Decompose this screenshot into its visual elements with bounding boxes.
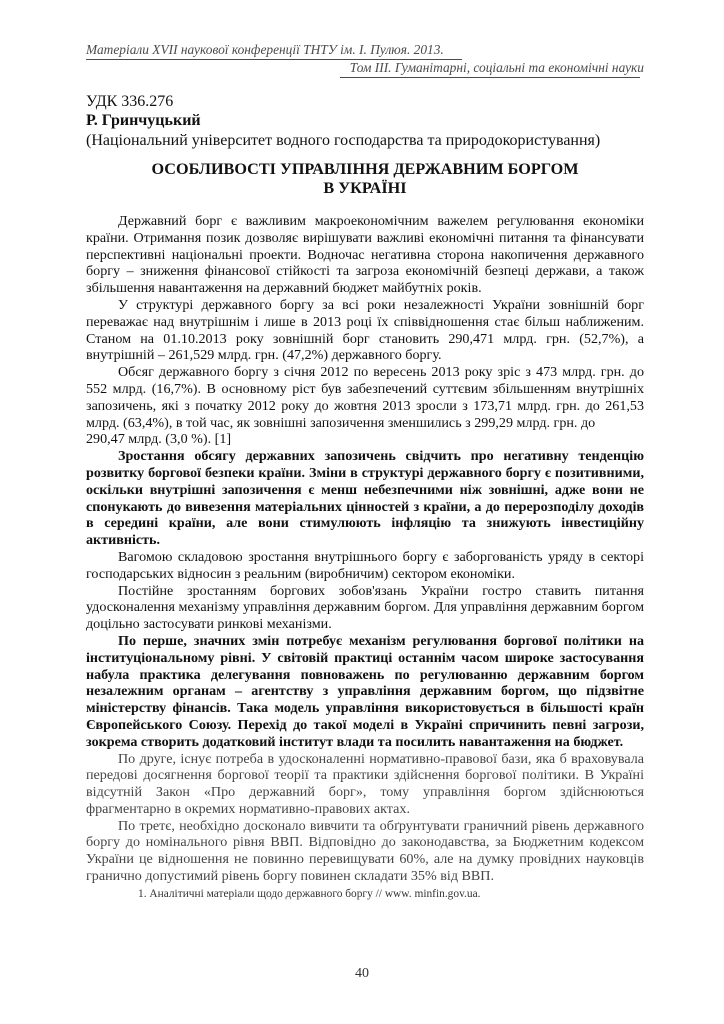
paragraph: По друге, існує потреба в удосконаленні нормативно-правової бази, яка б враховувала передові досягнення боргової теорії та практики здійснення боргової політики. В Україні відсутній Закон «Про державний борг», тому управління боргом здійснюються фрагментарно в окремих нормативно-правових актах. bbox=[86, 750, 644, 817]
conference-header: Матеріали XVII наукової конференції ТНТУ ім. І. Пулюя. 2013. bbox=[86, 42, 444, 57]
title-line: В УКРАЇНІ bbox=[323, 179, 407, 197]
page-number: 40 bbox=[355, 966, 369, 981]
volume-header: Том ІІІ. Гуманітарні, соціальні та економічні науки bbox=[349, 60, 644, 75]
paragraph: По перше, значних змін потребує механізм регулювання боргової політики на інституціональному рівні. У світовій практиці останнім часом широке застосування набула практика делегування повноважень по регулюванню державним боргом незалежним органам – агентству з управління державним боргом, що підзвітне міністерству фінансів. Така модель управління використовується в більшості країн Європейського Союзу. Перехід до такої моделі в Україні спричинить певні загрози, зокрема створить додатковий інститут влади та посилить навантаження на бюджет. bbox=[86, 632, 644, 750]
author-name: Р. Гринчуцький bbox=[86, 112, 201, 129]
paragraph: Вагомою складовою зростання внутрішнього боргу є заборгованість уряду в секторі господарських відносин з реальним (виробничим) сектором економіки. bbox=[86, 548, 644, 582]
paragraph: Постійне зростанням боргових зобов'язань України гостро ставить питання удосконалення механізму управління державним боргом. Для управління державним боргом доцільно застосувати ринкові механізми. bbox=[86, 582, 644, 633]
article-body bbox=[86, 213, 644, 903]
paragraph: По третє, необхідно досконало вивчити та обґрунтувати граничний рівень державного боргу до номінального рівня ВВП. Відповідно до законодавства, за Бюджетним кодексом України це відношення не повинно перевищувати 60%, але на думку провідних науковців гранично допустимий рівень боргу повинен складати 35% від ВВП. bbox=[86, 817, 644, 885]
udk-code: УДК 336.276 bbox=[86, 93, 174, 110]
footnote: 1. Аналітичні матеріали щодо державного боргу // www. minfin.gov.ua. bbox=[138, 887, 481, 900]
title-line: ОСОБЛИВОСТІ УПРАВЛІННЯ ДЕРЖАВНИМ БОРГОМ bbox=[151, 160, 579, 178]
paragraph: У структурі державного боргу за всі роки незалежності України зовнішній борг переважає над внутрішнім і лише в 2013 році їх співвідношення стає більш наближеним. Станом на 01.10.2013 року зовнішній борг становить 290,471 млрд. грн. (52,7%), а внутрішній – 261,529 млрд. грн. (47,2%) державного боргу. bbox=[86, 296, 644, 364]
header-underline bbox=[340, 77, 640, 78]
paragraph: Державний борг є важливим макроекономічним важелем регулювання економіки країни. Отримання позик дозволяє вирішувати важливі економічні питання та фінансувати перспективні національні проекти. Водночас негативна сторона накопичення державного боргу – зниження фінансової стійкості та загроза економічній безпеці держави, а також збільшення навантаження на державний бюджет майбутніх років. bbox=[86, 213, 644, 297]
author-affiliation: (Національний університет водного господарства та природокористування) bbox=[86, 132, 601, 149]
article-title bbox=[86, 160, 644, 198]
paragraph: Обсяг державного боргу з січня 2012 по вересень 2013 року зріс з 473 млрд. грн. до 552 млрд. (16,7%). В основному ріст був забезпечений суттєвим збільшенням внутрішніх запозичень, які з початку 2012 року до жовтня 2013 зросли з 173,71 млрд. грн. до 261,53 млрд. (63,4%), в той час, як зовнішні запозичення зменшились з 299,29 млрд. грн. до bbox=[86, 364, 644, 431]
paragraph: Зростання обсягу державних запозичень свідчить про негативну тенденцію розвитку боргової безпеки країни. Зміни в структурі державного боргу є позитивними, оскільки внутрішні запозичення є менш небезпечними ніж зовнішні, адже вони не спонукають до вивезення матеріальних цінностей з країни, а до перерозподілу доходів в середині країни, але вони стимулюють інфляцію та знижують інвестиційну активність. bbox=[86, 448, 644, 549]
paragraph: 290,47 млрд. (3,0 %). [1] bbox=[86, 431, 232, 448]
